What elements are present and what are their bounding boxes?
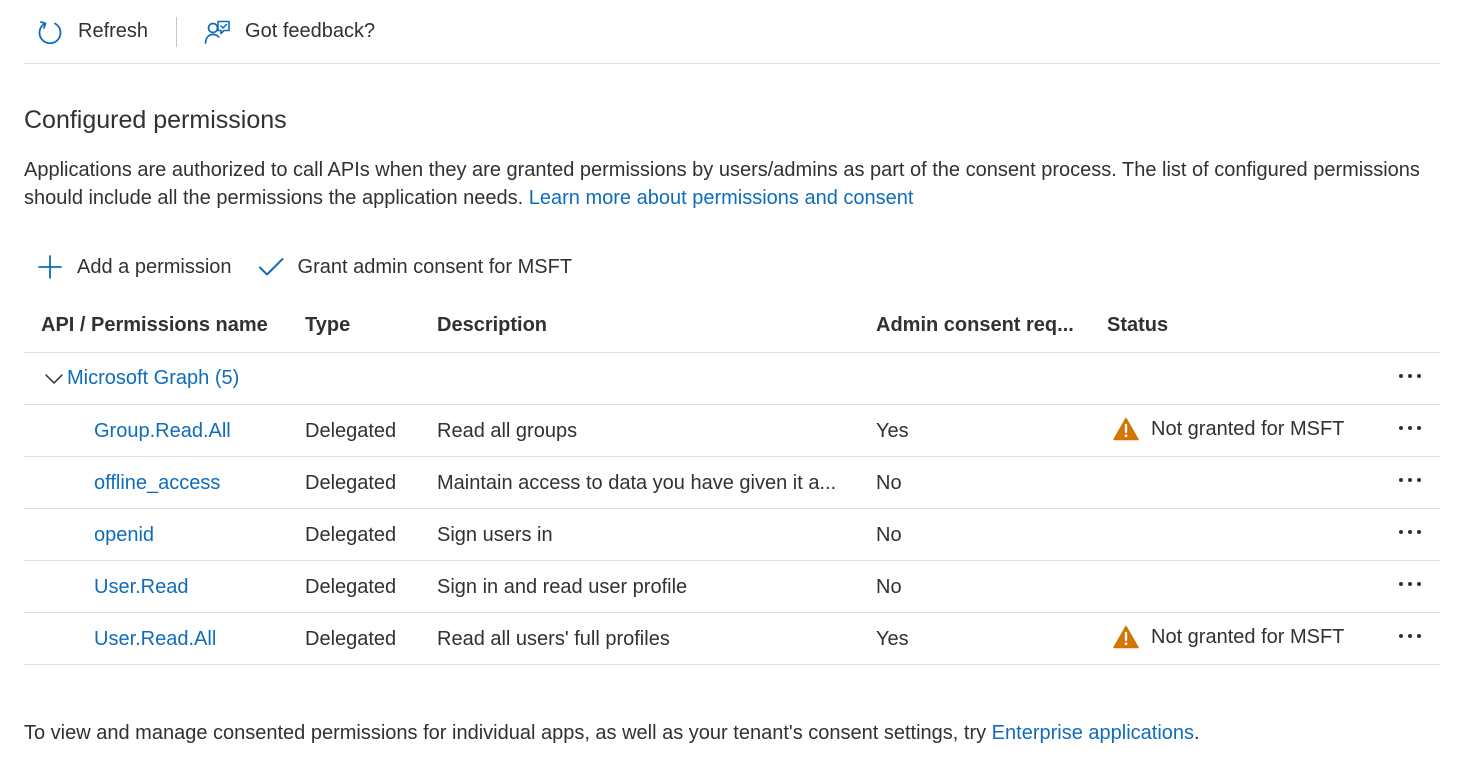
more-dot (1417, 530, 1421, 534)
permissions-table (24, 300, 1440, 665)
chevron-down-icon (44, 369, 64, 389)
more-dot (1408, 374, 1412, 378)
table-row (24, 509, 1440, 561)
table-row (24, 561, 1440, 613)
refresh-button[interactable] (36, 12, 148, 52)
add-permission-button[interactable] (36, 253, 232, 281)
permission-name-link[interactable]: openid (94, 524, 155, 546)
footer-suffix: . (1194, 722, 1200, 744)
more-dot (1408, 478, 1412, 482)
checkmark-icon (257, 253, 285, 281)
column-header-status[interactable]: Status (1107, 314, 1169, 336)
more-dot (1417, 478, 1421, 482)
column-header-admin-consent[interactable]: Admin consent req... (876, 314, 1074, 336)
admin-consent-required: Yes (876, 628, 909, 650)
refresh-label: Refresh (78, 20, 149, 42)
page-title: Configured permissions (24, 106, 287, 134)
group-label: Microsoft Graph (5) (67, 367, 240, 389)
column-header-type[interactable]: Type (305, 314, 351, 336)
group-more-button[interactable] (1392, 363, 1428, 389)
permission-type: Delegated (305, 576, 397, 598)
permission-type: Delegated (305, 420, 397, 442)
permissions-description (24, 156, 1424, 212)
description-text: Applications are authorized to call APIs when they are granted permissions by users/admins as part of the consent process. The list of configured permissions should include all the permissions the application needs. (24, 159, 1420, 209)
table-row (24, 405, 1440, 457)
feedback-icon (203, 18, 231, 46)
table-header (24, 300, 1440, 353)
permission-name-link[interactable]: offline_access (94, 472, 221, 494)
admin-consent-required: No (876, 576, 902, 598)
more-dot (1417, 426, 1421, 430)
column-header-name[interactable]: API / Permissions name (41, 314, 268, 336)
permission-name-link[interactable]: Group.Read.All (94, 420, 231, 442)
status-text: Not granted for MSFT (1151, 625, 1345, 648)
row-more-button[interactable] (1392, 415, 1428, 441)
permission-name-link[interactable]: User.Read.All (94, 628, 217, 650)
add-permission-label: Add a permission (77, 255, 232, 278)
more-dot (1399, 426, 1403, 430)
more-dot (1399, 530, 1403, 534)
more-dot (1399, 478, 1403, 482)
more-dot (1417, 374, 1421, 378)
refresh-icon (36, 18, 64, 46)
admin-consent-required: No (876, 472, 902, 494)
status-text: Not granted for MSFT (1151, 417, 1345, 440)
admin-consent-required: No (876, 524, 902, 546)
permission-description: Maintain access to data you have given it a... (437, 472, 837, 494)
more-dot (1417, 634, 1421, 638)
grant-admin-consent-button[interactable] (257, 253, 573, 281)
permission-type: Delegated (305, 472, 397, 494)
command-bar (24, 0, 1440, 64)
plus-icon (36, 253, 64, 281)
more-dot (1399, 582, 1403, 586)
row-more-button[interactable] (1392, 571, 1428, 597)
grant-consent-label: Grant admin consent for MSFT (297, 255, 573, 278)
more-dot (1399, 634, 1403, 638)
table-row (24, 457, 1440, 509)
admin-consent-required: Yes (876, 420, 909, 442)
row-more-button[interactable] (1392, 467, 1428, 493)
more-dot (1408, 426, 1412, 430)
permission-description: Sign users in (437, 524, 553, 546)
permission-type: Delegated (305, 628, 397, 650)
toolbar-divider (176, 17, 177, 47)
status-badge (1113, 417, 1344, 441)
more-dot (1408, 582, 1412, 586)
more-dot (1408, 530, 1412, 534)
permission-actions (36, 248, 572, 286)
warning-icon (1113, 417, 1139, 441)
table-row (24, 613, 1440, 665)
status-badge (1113, 625, 1344, 649)
permission-description: Read all groups (437, 420, 578, 442)
row-more-button[interactable] (1392, 519, 1428, 545)
permission-description: Sign in and read user profile (437, 576, 688, 598)
column-header-description[interactable]: Description (437, 314, 548, 336)
permission-description: Read all users' full profiles (437, 628, 670, 650)
more-dot (1408, 634, 1412, 638)
permission-type: Delegated (305, 524, 397, 546)
feedback-label: Got feedback? (245, 20, 376, 42)
enterprise-applications-link[interactable]: Enterprise applications (991, 722, 1195, 744)
group-row-microsoft-graph (24, 353, 1440, 405)
permission-name-link[interactable]: User.Read (94, 576, 189, 598)
feedback-button[interactable] (203, 12, 375, 52)
warning-icon (1113, 625, 1139, 649)
group-toggle-microsoft-graph[interactable] (44, 367, 239, 390)
footer-text: To view and manage consented permissions for individual apps, as well as your tenant's consent settings, try (24, 722, 987, 744)
more-dot (1417, 582, 1421, 586)
learn-more-link[interactable]: Learn more about permissions and consent (528, 187, 914, 209)
more-dot (1399, 374, 1403, 378)
footer-note (24, 722, 1200, 745)
row-more-button[interactable] (1392, 623, 1428, 649)
